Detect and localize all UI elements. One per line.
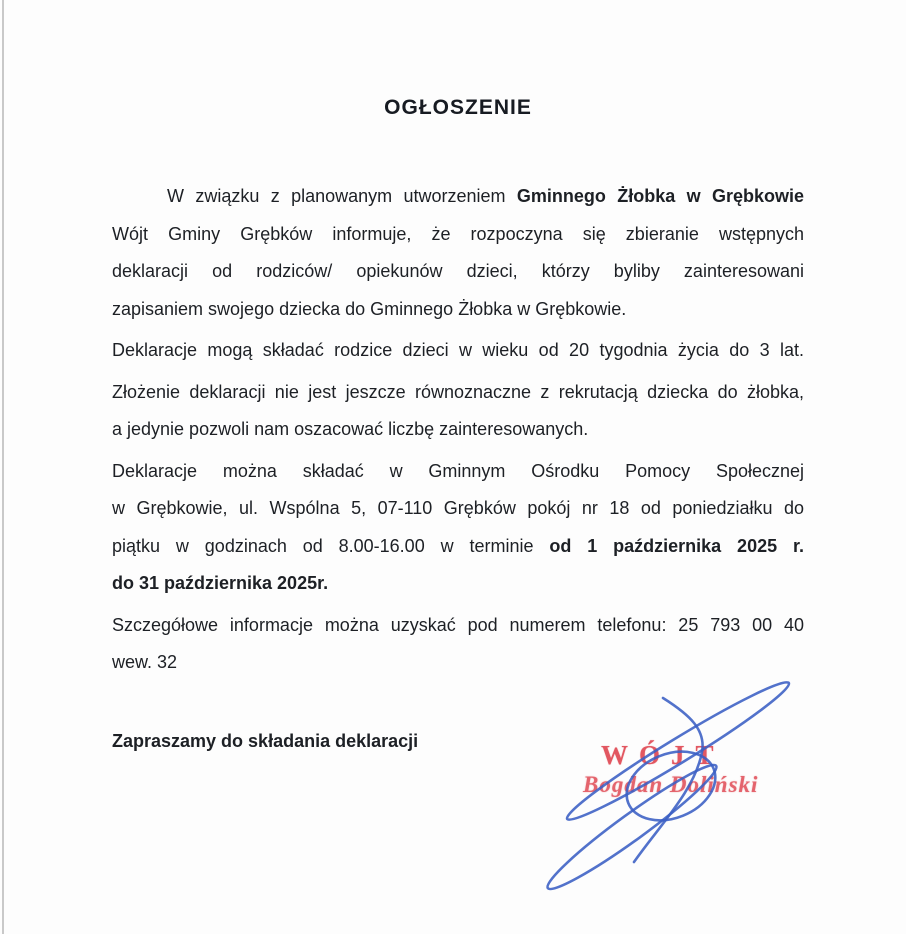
text-segment: deklaracji od rodziców/ opiekunów dzieci, którzy byliby zainteresowani [112,261,804,281]
text-line [112,607,804,645]
bold-text-segment: do 31 października 2025r. [112,573,329,593]
paragraph [112,374,804,449]
text-line [112,411,804,449]
closing-line: Zapraszamy do składania deklaracji [112,731,419,751]
text-line [112,216,804,254]
document-body [112,178,804,682]
text-segment: Wójt Gminy Grębków informuje, że rozpoczyna się zbieranie wstępnych [112,223,804,244]
text-line [112,178,804,216]
text-line [112,644,804,682]
paragraph [112,332,804,370]
text-line [112,253,804,291]
paragraph [112,178,804,328]
mayor-stamp-title: WÓJT [601,740,725,770]
text-line [112,528,804,566]
page-title: OGŁOSZENIE [384,96,532,119]
text-segment: Deklaracje mogą składać rodzice dzieci w wieku od 20 tygodnia życia do 3 lat. [112,340,804,360]
scan-edge-artifact [2,0,4,934]
mayor-stamp-name: Bogdan Doliński [583,772,759,797]
text-segment: W związku z planowanym utworzeniem [167,186,517,206]
text-segment: w Grębkowie, ul. Wspólna 5, 07-110 Grębków pokój nr 18 od poniedziałku do [112,498,804,518]
text-line [112,565,804,603]
text-segment: Złożenie deklaracji nie jest jeszcze równoznaczne z rekrutacją dziecka do żłobka, [112,381,804,402]
text-segment: a jedynie pozwoli nam oszacować liczbę zainteresowanych. [112,419,589,439]
text-line [112,374,804,412]
text-line [112,291,804,329]
bold-text-segment: Gminnego Żłobka w Grębkowie [516,186,804,206]
text-segment: Szczegółowe informacje można uzyskać pod numerem telefonu: 25 793 00 40 [112,614,804,635]
text-segment: piątku w godzinach od 8.00-16.00 w terminie [112,535,550,556]
text-line [112,490,804,528]
paragraph [112,453,804,603]
text-segment: Deklaracje można składać w Gminnym Ośrodku Pomocy Społecznej [112,460,804,481]
text-segment: zapisaniem swojego dziecka do Gminnego Żłobka w Grębkowie. [112,298,627,319]
text-line [112,332,804,370]
paragraph [112,607,804,682]
text-segment: wew. 32 [112,652,178,672]
bold-text-segment: od 1 października 2025 r. [549,535,804,556]
text-line [112,453,804,491]
